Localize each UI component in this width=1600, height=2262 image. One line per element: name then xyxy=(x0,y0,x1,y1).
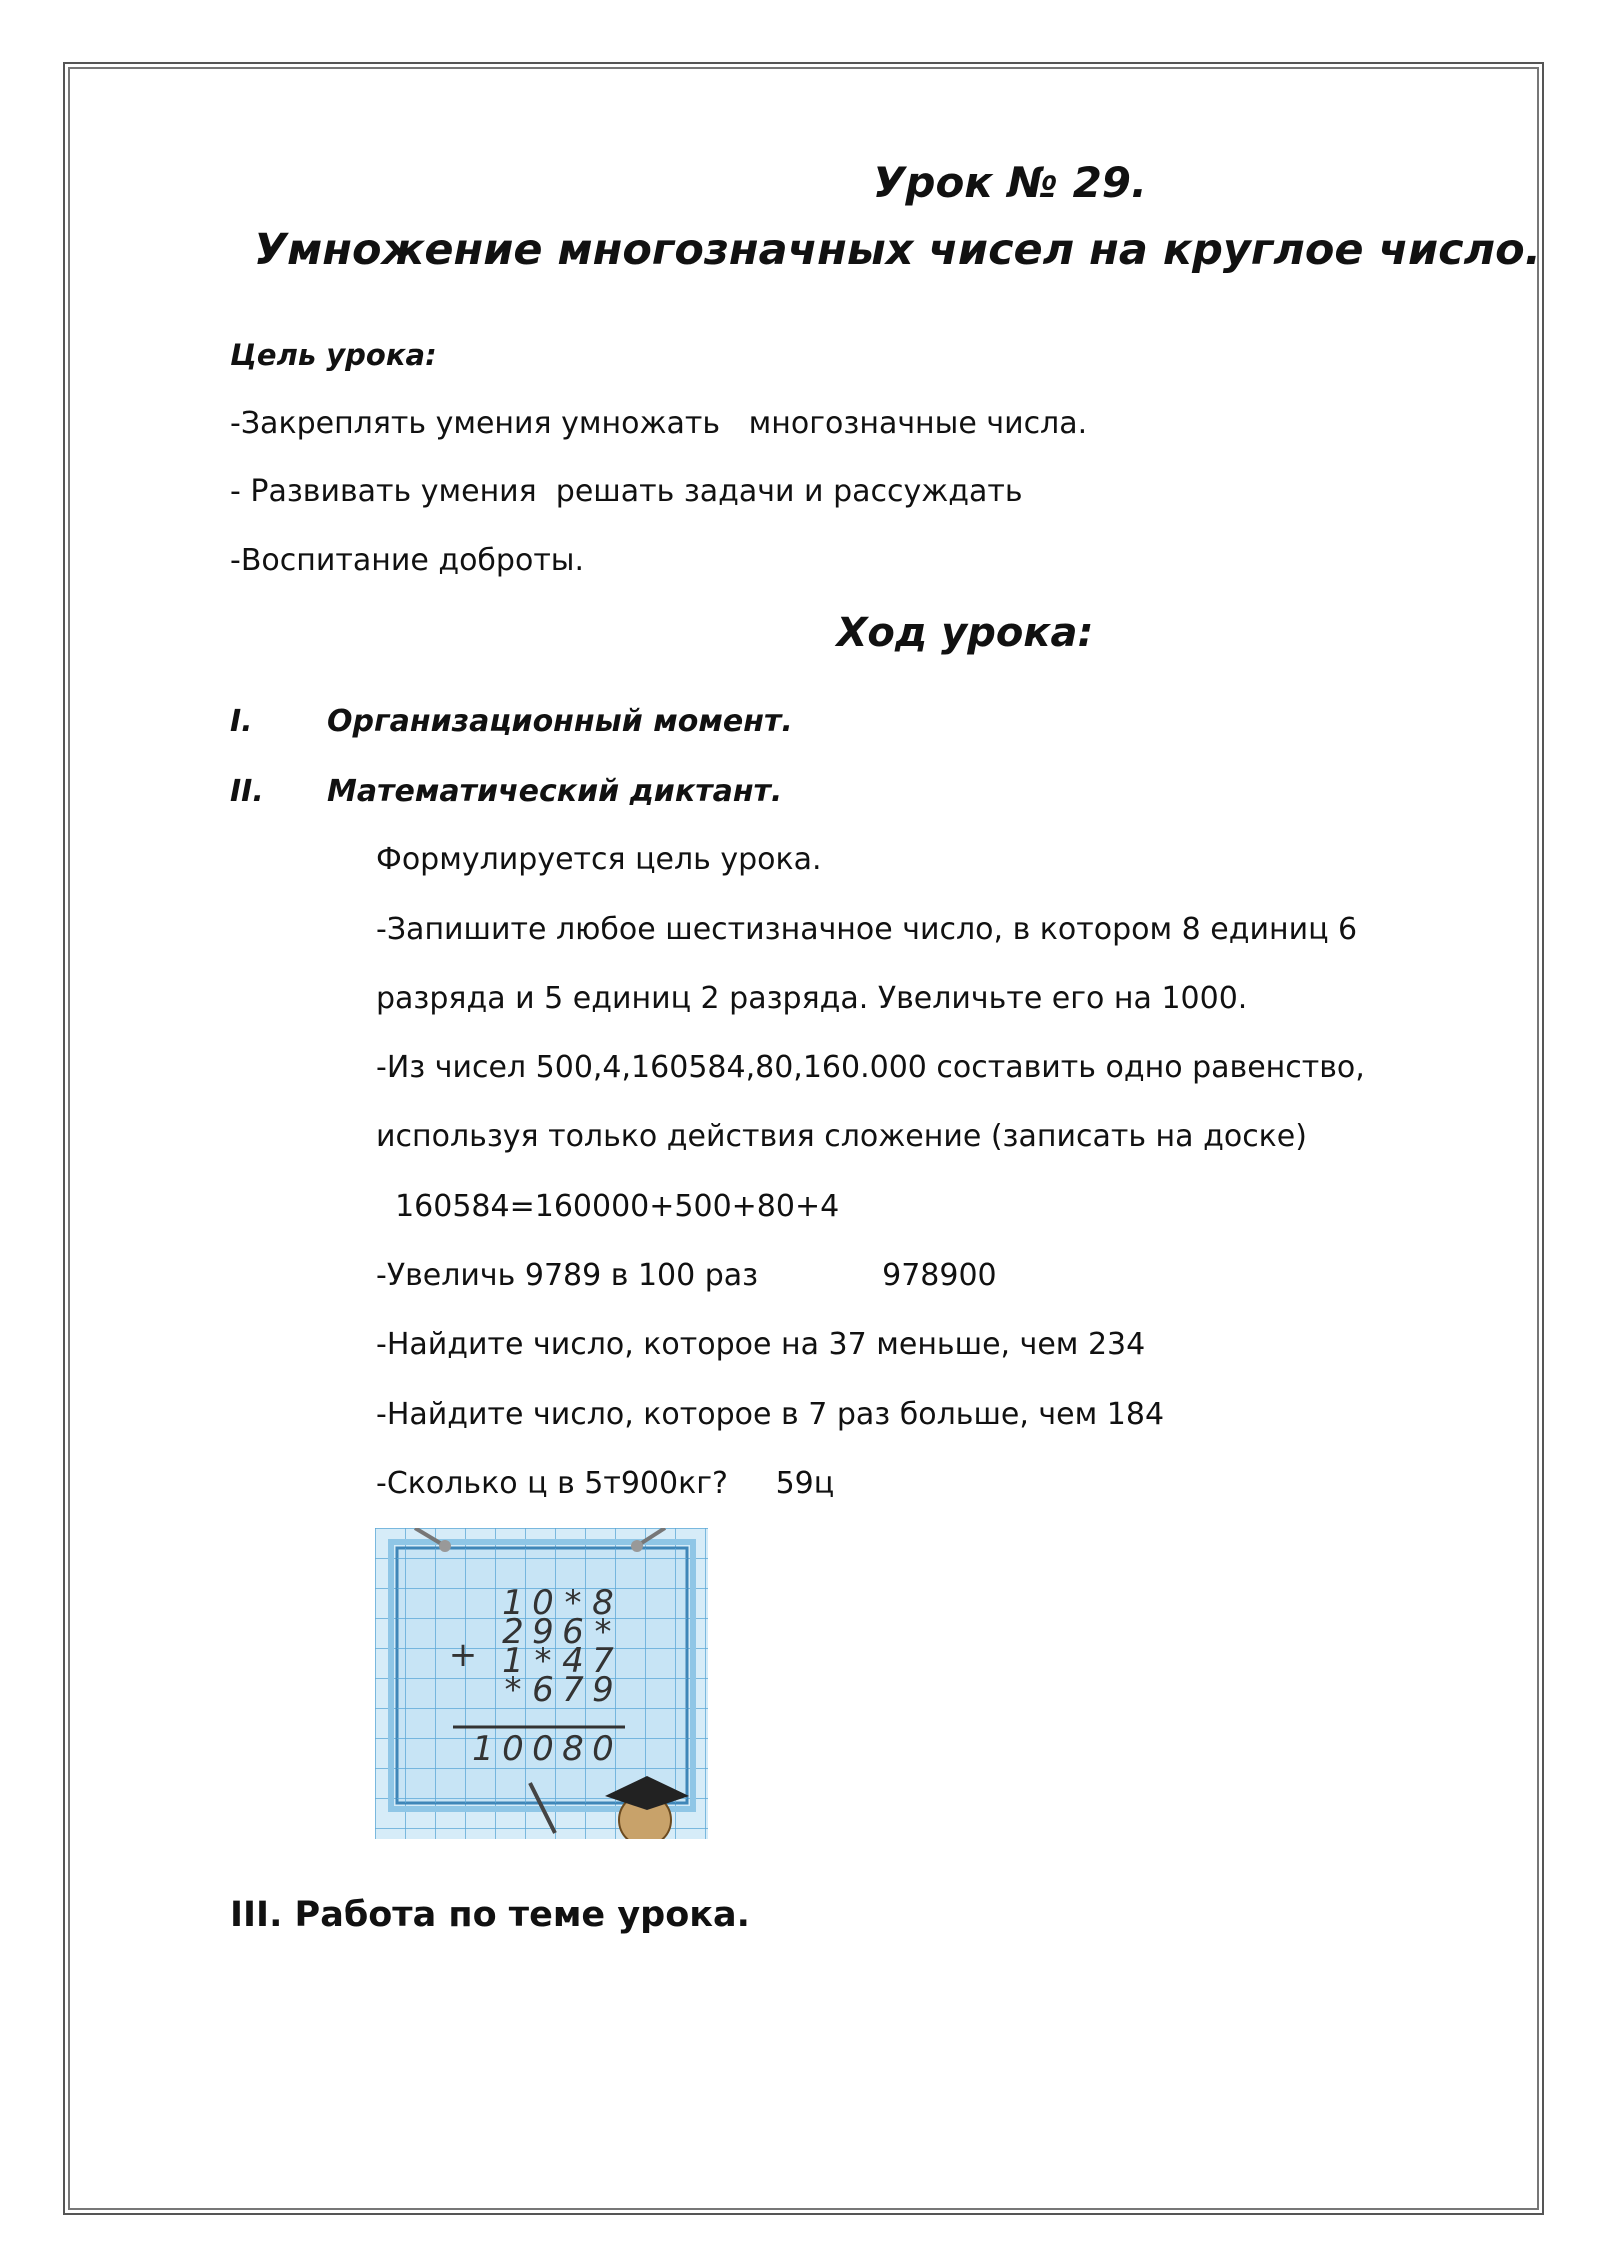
dictation-line: -Сколько ц в 5т900кг? 59ц xyxy=(376,1466,835,1501)
dictation-line: 160584=160000+500+80+4 xyxy=(376,1189,840,1224)
puzzle-digit: 8 xyxy=(592,1583,614,1623)
course-heading: Ход урока: xyxy=(836,610,1094,656)
dictation-line: -Увеличь 9789 в 100 раз 978900 xyxy=(376,1258,997,1293)
puzzle-sum-digit: 0 xyxy=(502,1729,524,1769)
addition-puzzle-image xyxy=(375,1528,708,1839)
puzzle-sum-digit: 0 xyxy=(592,1729,614,1769)
dictation-line: используя только действия сложение (записать на доске) xyxy=(376,1119,1307,1154)
puzzle-digit: * xyxy=(594,1612,612,1652)
puzzle-digit: 4 xyxy=(562,1641,584,1681)
section-number: I. xyxy=(230,704,253,739)
puzzle-sum-digit: 1 xyxy=(472,1729,494,1769)
puzzle-sum-digit: 0 xyxy=(532,1729,554,1769)
puzzle-sum-digit: 8 xyxy=(562,1729,584,1769)
section-label: Математический диктант. xyxy=(327,774,783,809)
puzzle-digit: 0 xyxy=(532,1583,554,1623)
dictation-line: -Запишите любое шестизначное число, в котором 8 единиц 6 xyxy=(376,912,1358,947)
section-1 xyxy=(230,704,793,739)
goal-heading: Цель урока: xyxy=(230,338,437,372)
section-number: II. xyxy=(230,774,264,809)
dictation-line: -Из чисел 500,4,160584,80,160.000 составить одно равенство, xyxy=(376,1050,1365,1085)
puzzle-digit: 1 xyxy=(502,1641,524,1681)
goal-item: -Закреплять умения умножать многозначные числа. xyxy=(230,406,1088,441)
dictation-line: Формулируется цель урока. xyxy=(376,842,822,877)
dictation-line: -Найдите число, которое на 37 меньше, чем 234 xyxy=(376,1327,1146,1362)
section-label: Организационный момент. xyxy=(327,704,793,739)
section-3-heading: III. Работа по теме урока. xyxy=(230,1895,750,1935)
lesson-subtitle: Умножение многозначных чисел на круглое число. xyxy=(254,225,1542,275)
puzzle-digit: 9 xyxy=(592,1670,614,1710)
puzzle-digit: 6 xyxy=(532,1670,554,1710)
puzzle-digit: 9 xyxy=(532,1612,554,1652)
puzzle-digit: 2 xyxy=(502,1612,524,1652)
lesson-title: Урок № 29. xyxy=(873,158,1147,207)
dictation-line: -Найдите число, которое в 7 раз больше, чем 184 xyxy=(376,1397,1165,1432)
dictation-line: разряда и 5 единиц 2 разряда. Увеличьте его на 1000. xyxy=(376,981,1248,1016)
puzzle-digit: * xyxy=(564,1583,582,1623)
goal-item: -Воспитание доброты. xyxy=(230,543,585,578)
puzzle-digit: 7 xyxy=(562,1670,584,1710)
puzzle-plus-sign: + xyxy=(448,1635,478,1675)
puzzle-board xyxy=(375,1528,708,1839)
section-2 xyxy=(230,774,782,809)
puzzle-digit: * xyxy=(504,1670,522,1710)
puzzle-digit: 6 xyxy=(562,1612,584,1652)
puzzle-digit: 7 xyxy=(592,1641,614,1681)
puzzle-digit: * xyxy=(534,1641,552,1681)
puzzle-digit: 1 xyxy=(502,1583,524,1623)
goal-item: - Развивать умения решать задачи и рассуждать xyxy=(230,474,1023,509)
